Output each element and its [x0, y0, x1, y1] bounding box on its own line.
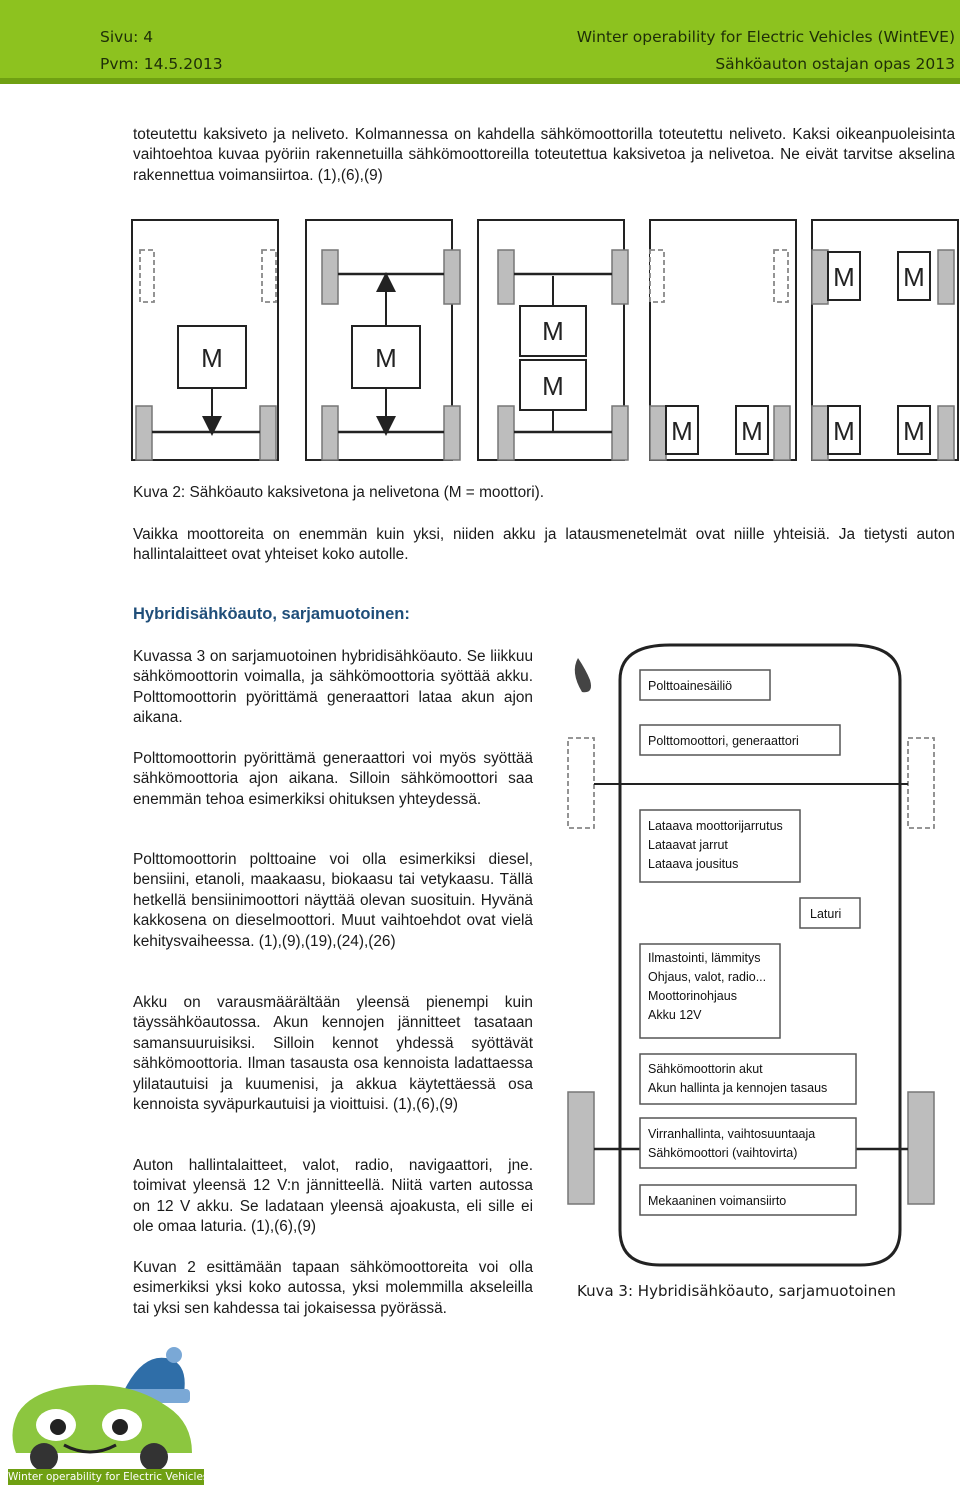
motor-label: M [542, 371, 564, 401]
motor-label: M [903, 262, 925, 292]
motor-label: M [201, 343, 223, 373]
motor-label: M [741, 416, 763, 446]
fuel-drop-icon [575, 658, 591, 692]
paragraph: Kuvassa 3 on sarjamuotoinen hybridisähköauto. Se liikkuu sähkömoottorin voimalla, ja sähkömoottoria syöttää akku. Polttomoottorin pyörittämä generaattori lataa akun ajon aikana. [133, 648, 533, 727]
motor-label: M [833, 416, 855, 446]
motor-label: M [671, 416, 693, 446]
guide-title: Sähköauton ostajan opas 2013 [715, 55, 955, 73]
project-title: Winter operability for Electric Vehicles (WintEVE) [576, 28, 955, 46]
aux-label: Akku 12V [648, 1008, 702, 1022]
aux-label: Moottorinohjaus [648, 989, 737, 1003]
power-control-label: Virranhallinta, vaihtosuuntaaja [648, 1127, 816, 1141]
motor-label: M [375, 343, 397, 373]
traction-battery-label: Akun hallinta ja kennojen tasaus [648, 1081, 828, 1095]
intro-paragraph: toteutettu kaksiveto ja neliveto. Kolmannessa on kahdella sähkömoottorilla toteutettu neliveto. Kaksi oikeanpuoleisinta vaihtoehtoa kuvaa pyöriin rakennetuilla sähkömoottoreilla toteutettua kaksivetoa ja nelivetoa. Ne eivät tarvitse akselina rakennettua voimansiirtoa. (1),(6),(9) [133, 126, 955, 184]
figure-2-caption: Kuva 2: Sähköauto kaksivetona ja nelivetona (M = moottori). [133, 484, 545, 501]
motor-label: M [833, 262, 855, 292]
wheel-rear-right [908, 1092, 934, 1204]
aux-label: Ohjaus, valot, radio... [648, 970, 767, 984]
figure-3-hybrid-diagram [560, 640, 950, 1280]
engine-generator-label: Polttomoottori, generaattori [648, 734, 799, 748]
fuel-tank-label: Polttoainesäiliö [648, 679, 733, 693]
footer-logo-text: Winter operability for Electric Vehicles [8, 1471, 209, 1483]
date: Pvm: 14.5.2013 [100, 55, 223, 73]
paragraph: Kuvan 2 esittämään tapaan sähkömoottoreita voi olla esimerkiksi yksi koko autossa, yksi molemmilla akseleilla tai yksi sen kahdessa tai jokaisessa pyörässä. [133, 1259, 533, 1317]
figure-2-drivetrain-diagram [120, 210, 960, 470]
regen-label: Lataava jousitus [648, 857, 739, 871]
power-control-label: Sähkömoottori (vaihtovirta) [648, 1146, 798, 1160]
paragraph: Polttomoottorin pyörittämä generaattori voi myös syöttää sähkömoottoria ajon aikana. Silloin sähkömoottori saa enemmän tehoa esimerkiksi ohituksen yhteydessä. [133, 750, 533, 808]
figure-3-caption: Kuva 3: Hybridisähköauto, sarjamuotoinen [577, 1282, 896, 1300]
motor-label: M [903, 416, 925, 446]
power-control-box [640, 1118, 856, 1168]
wheel-front-right [908, 738, 934, 828]
mech-transmission-label: Mekaaninen voimansiirto [648, 1194, 787, 1208]
regen-label: Lataavat jarrut [648, 838, 728, 852]
aux-label: Ilmastointi, lämmitys [648, 951, 761, 965]
motor-label: M [542, 316, 564, 346]
traction-battery-label: Sähkömoottorin akut [648, 1062, 763, 1076]
regen-label: Lataava moottorijarrutus [648, 819, 783, 833]
wheel-rear-left [568, 1092, 594, 1204]
section-heading: Hybridisähköauto, sarjamuotoinen: [133, 605, 410, 623]
page-number: Sivu: 4 [100, 28, 154, 46]
charger-label: Laturi [810, 907, 842, 921]
paragraph: Akku on varausmäärältään yleensä pienempi kuin täyssähköautossa. Akun kennojen jännitteet tasataan samansuuruisiksi. Silloin kennot yhdessä syöttävät sähkömoottoria. Ilman tasausta osa kennoista ladattaessa ylilatautuisi ja kuumenisi, ja akkua käytettäessä osa kennoista syväpurkautuisi ja vioittuisi. (1),(6),(9) [133, 994, 533, 1114]
wintEVE-mascot-logo [4, 1345, 204, 1485]
paragraph: Polttomoottorin polttoaine voi olla esimerkiksi diesel, bensiini, etanoli, maakaasu, biokaasu tai vetykaasu. Tällä hetkellä bensiinimoottori näyttää olevan suosituin. Hyvänä kakkosena on dieselmoottori. Muut vaihtoehdot ovat vielä kehitysvaiheessa. (1),(9),(19),(24),(26) [133, 851, 533, 950]
paragraph: Auton hallintalaitteet, valot, radio, navigaattori, jne. toimivat yleensä 12 V:n jännitteellä. Niitä varten autossa on 12 V akku. Se ladataan yleensä ajoakusta, eli sille ei ole omaa laturia. (1),(6),(9) [133, 1157, 533, 1236]
wheel-front-left [568, 738, 594, 828]
paragraph-after-figure-2: Vaikka moottoreita on enemmän kuin yksi, niiden akku ja latausmenetelmät ovat niille yhteisiä. Ja tietysti auton hallintalaitteet ovat yhteiset koko autolle. [133, 526, 955, 564]
